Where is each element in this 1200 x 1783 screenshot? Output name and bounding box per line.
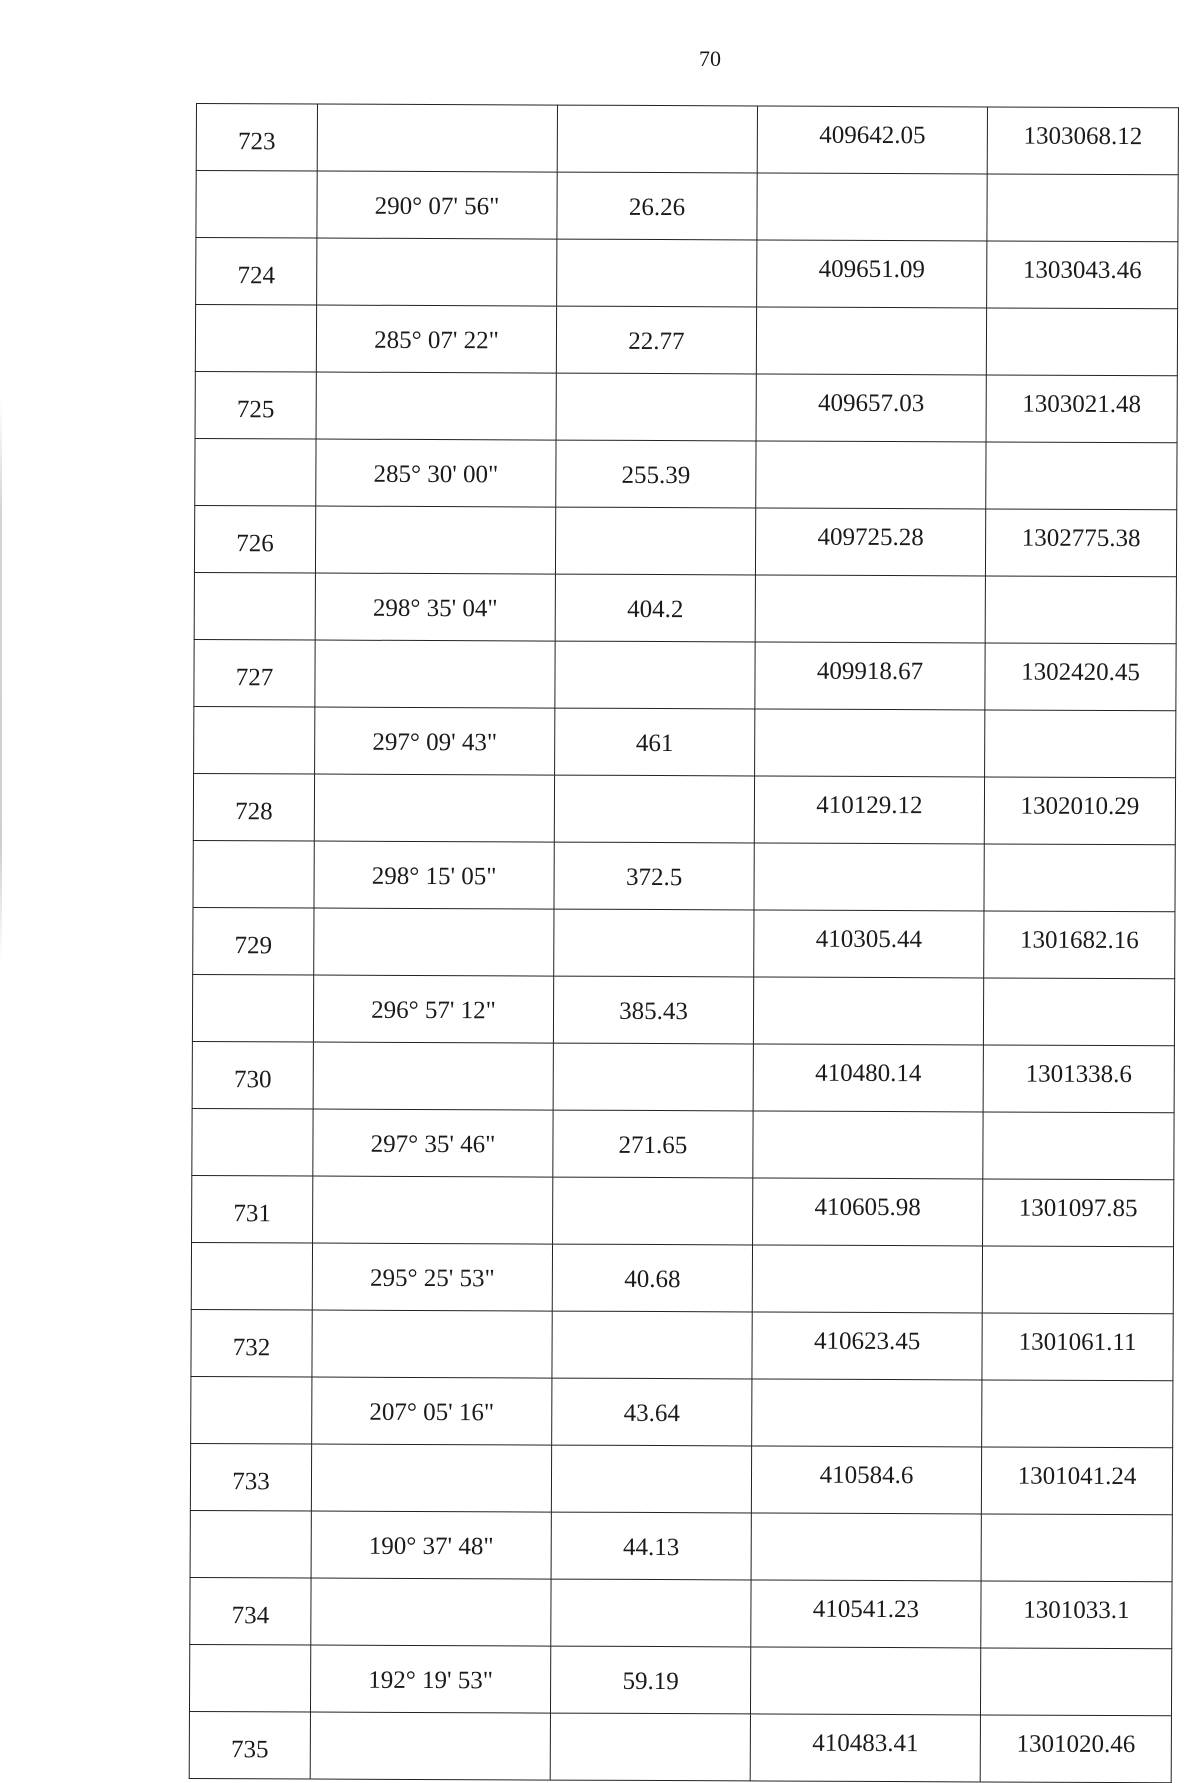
point-number-cell — [189, 1644, 310, 1712]
segment-row — [194, 706, 1176, 777]
easting-cell — [752, 1245, 982, 1313]
bearing-cell: 296° 57' 12" — [313, 975, 553, 1043]
point-number-cell: 729 — [193, 907, 314, 975]
bearing-cell — [312, 1310, 552, 1378]
distance-cell: 43.64 — [552, 1378, 752, 1446]
point-number-cell: 723 — [196, 104, 317, 172]
easting-cell: 409651.09 — [757, 240, 987, 308]
northing-cell: 1301020.46 — [980, 1715, 1171, 1783]
easting-cell — [750, 1647, 980, 1715]
segment-row — [195, 438, 1177, 509]
distance-cell: 255.39 — [556, 440, 756, 508]
distance-cell — [556, 373, 756, 441]
segment-row — [192, 1108, 1174, 1179]
northing-cell — [985, 710, 1176, 778]
point-row — [192, 1175, 1174, 1246]
easting-cell: 410623.45 — [752, 1312, 982, 1380]
segment-row — [190, 1510, 1172, 1581]
easting-cell: 410483.41 — [750, 1714, 980, 1782]
segment-row — [194, 572, 1176, 643]
northing-cell — [982, 1380, 1173, 1448]
easting-cell: 409642.05 — [757, 106, 987, 174]
point-number-cell: 725 — [195, 371, 316, 439]
point-number-cell — [196, 171, 317, 239]
northing-cell: 1303068.12 — [987, 107, 1178, 175]
easting-cell: 410584.6 — [751, 1446, 981, 1514]
point-row — [196, 104, 1178, 175]
northing-cell: 1302775.38 — [985, 509, 1176, 577]
distance-cell — [557, 239, 757, 307]
northing-cell: 1303043.46 — [987, 241, 1178, 309]
northing-cell — [981, 1514, 1172, 1582]
easting-cell — [756, 441, 986, 509]
point-row — [193, 773, 1175, 844]
northing-cell: 1301682.16 — [984, 911, 1175, 979]
easting-cell — [756, 307, 986, 375]
segment-row — [191, 1376, 1173, 1447]
bearing-cell: 207° 05' 16" — [312, 1377, 552, 1445]
point-number-cell — [193, 840, 314, 908]
northing-cell — [983, 1112, 1174, 1180]
distance-cell — [554, 909, 754, 977]
northing-cell: 1301338.6 — [983, 1045, 1174, 1113]
northing-cell: 1301041.24 — [981, 1447, 1172, 1515]
coordinate-table-body — [189, 104, 1178, 1783]
northing-cell: 1301097.85 — [983, 1179, 1174, 1247]
segment-row — [189, 1644, 1171, 1715]
easting-cell — [757, 173, 987, 241]
bearing-cell: 192° 19' 53" — [310, 1645, 550, 1713]
northing-cell — [984, 844, 1175, 912]
distance-cell: 404.2 — [555, 574, 755, 642]
distance-cell: 59.19 — [550, 1646, 750, 1714]
bearing-cell — [313, 1042, 553, 1110]
easting-cell: 410480.14 — [753, 1044, 983, 1112]
bearing-cell — [317, 238, 557, 306]
point-row — [191, 1309, 1173, 1380]
point-number-cell: 735 — [189, 1711, 310, 1779]
point-row — [196, 238, 1178, 309]
northing-cell — [982, 1246, 1173, 1314]
point-number-cell — [194, 572, 315, 640]
distance-cell: 372.5 — [554, 842, 754, 910]
bearing-cell — [317, 104, 557, 172]
easting-cell: 410605.98 — [753, 1178, 983, 1246]
bearing-cell: 285° 30' 00" — [316, 439, 556, 507]
bearing-cell — [314, 908, 554, 976]
bearing-cell: 298° 15' 05" — [314, 841, 554, 909]
easting-cell: 410541.23 — [751, 1580, 981, 1648]
distance-cell — [553, 1043, 753, 1111]
bearing-cell: 297° 35' 46" — [313, 1109, 553, 1177]
distance-cell — [552, 1311, 752, 1379]
distance-cell — [557, 105, 757, 173]
point-number-cell: 734 — [190, 1577, 311, 1645]
point-number-cell: 730 — [192, 1041, 313, 1109]
point-number-cell — [192, 974, 313, 1042]
easting-cell: 409657.03 — [756, 374, 986, 442]
point-number-cell — [191, 1242, 312, 1310]
scan-edge-shadow — [0, 400, 2, 960]
point-number-cell: 733 — [190, 1443, 311, 1511]
northing-cell — [983, 978, 1174, 1046]
segment-row — [191, 1242, 1173, 1313]
segment-row — [193, 840, 1175, 911]
distance-cell — [555, 641, 755, 709]
distance-cell — [555, 507, 755, 575]
segment-row — [196, 171, 1178, 242]
easting-cell — [753, 1111, 983, 1179]
point-number-cell: 726 — [194, 505, 315, 573]
bearing-cell — [311, 1578, 551, 1646]
point-row — [189, 1711, 1171, 1782]
coordinate-table — [189, 103, 1179, 1783]
distance-cell — [551, 1445, 751, 1513]
point-number-cell — [191, 1376, 312, 1444]
bearing-cell — [311, 1444, 551, 1512]
easting-cell — [753, 977, 983, 1045]
distance-cell: 22.77 — [556, 306, 756, 374]
point-number-cell: 724 — [196, 238, 317, 306]
distance-cell: 271.65 — [553, 1110, 753, 1178]
distance-cell — [553, 1177, 753, 1245]
easting-cell: 409725.28 — [755, 508, 985, 576]
bearing-cell — [310, 1712, 550, 1780]
point-row — [194, 505, 1176, 576]
easting-cell: 410129.12 — [754, 776, 984, 844]
northing-cell — [985, 576, 1176, 644]
easting-cell: 409918.67 — [755, 642, 985, 710]
segment-row — [192, 974, 1174, 1045]
point-number-cell: 731 — [192, 1175, 313, 1243]
distance-cell: 40.68 — [552, 1244, 752, 1312]
distance-cell — [550, 1713, 750, 1781]
point-row — [192, 1041, 1174, 1112]
point-number-cell — [195, 438, 316, 506]
easting-cell — [752, 1379, 982, 1447]
bearing-cell: 285° 07' 22" — [316, 305, 556, 373]
bearing-cell — [316, 372, 556, 440]
point-number-cell — [192, 1108, 313, 1176]
northing-cell — [987, 174, 1178, 242]
easting-cell — [754, 843, 984, 911]
point-number-cell — [190, 1510, 311, 1578]
point-row — [190, 1443, 1172, 1514]
distance-cell: 26.26 — [557, 172, 757, 240]
point-number-cell — [194, 706, 315, 774]
easting-cell — [751, 1513, 981, 1581]
distance-cell — [551, 1579, 751, 1647]
northing-cell — [986, 308, 1177, 376]
point-number-cell: 728 — [193, 773, 314, 841]
northing-cell: 1302420.45 — [985, 643, 1176, 711]
northing-cell: 1302010.29 — [984, 777, 1175, 845]
point-row — [194, 639, 1176, 710]
page-number: 70 — [699, 46, 721, 71]
point-number-cell: 727 — [194, 639, 315, 707]
bearing-cell — [315, 640, 555, 708]
point-row — [195, 371, 1177, 442]
northing-cell: 1301061.11 — [982, 1313, 1173, 1381]
bearing-cell: 290° 07' 56" — [317, 171, 557, 239]
easting-cell — [755, 575, 985, 643]
northing-cell: 1301033.1 — [981, 1581, 1172, 1649]
northing-cell — [986, 442, 1177, 510]
distance-cell: 385.43 — [553, 976, 753, 1044]
point-row — [193, 907, 1175, 978]
point-row — [190, 1577, 1172, 1648]
distance-cell — [554, 775, 754, 843]
easting-cell: 410305.44 — [754, 910, 984, 978]
bearing-cell: 295° 25' 53" — [312, 1243, 552, 1311]
distance-cell: 44.13 — [551, 1512, 751, 1580]
northing-cell — [980, 1648, 1171, 1716]
bearing-cell — [315, 506, 555, 574]
segment-row — [195, 305, 1177, 376]
bearing-cell — [313, 1176, 553, 1244]
bearing-cell: 297° 09' 43" — [315, 707, 555, 775]
distance-cell: 461 — [555, 708, 755, 776]
northing-cell: 1303021.48 — [986, 375, 1177, 443]
point-number-cell — [195, 305, 316, 373]
bearing-cell: 190° 37' 48" — [311, 1511, 551, 1579]
point-number-cell: 732 — [191, 1309, 312, 1377]
easting-cell — [755, 709, 985, 777]
bearing-cell: 298° 35' 04" — [315, 573, 555, 641]
bearing-cell — [314, 774, 554, 842]
